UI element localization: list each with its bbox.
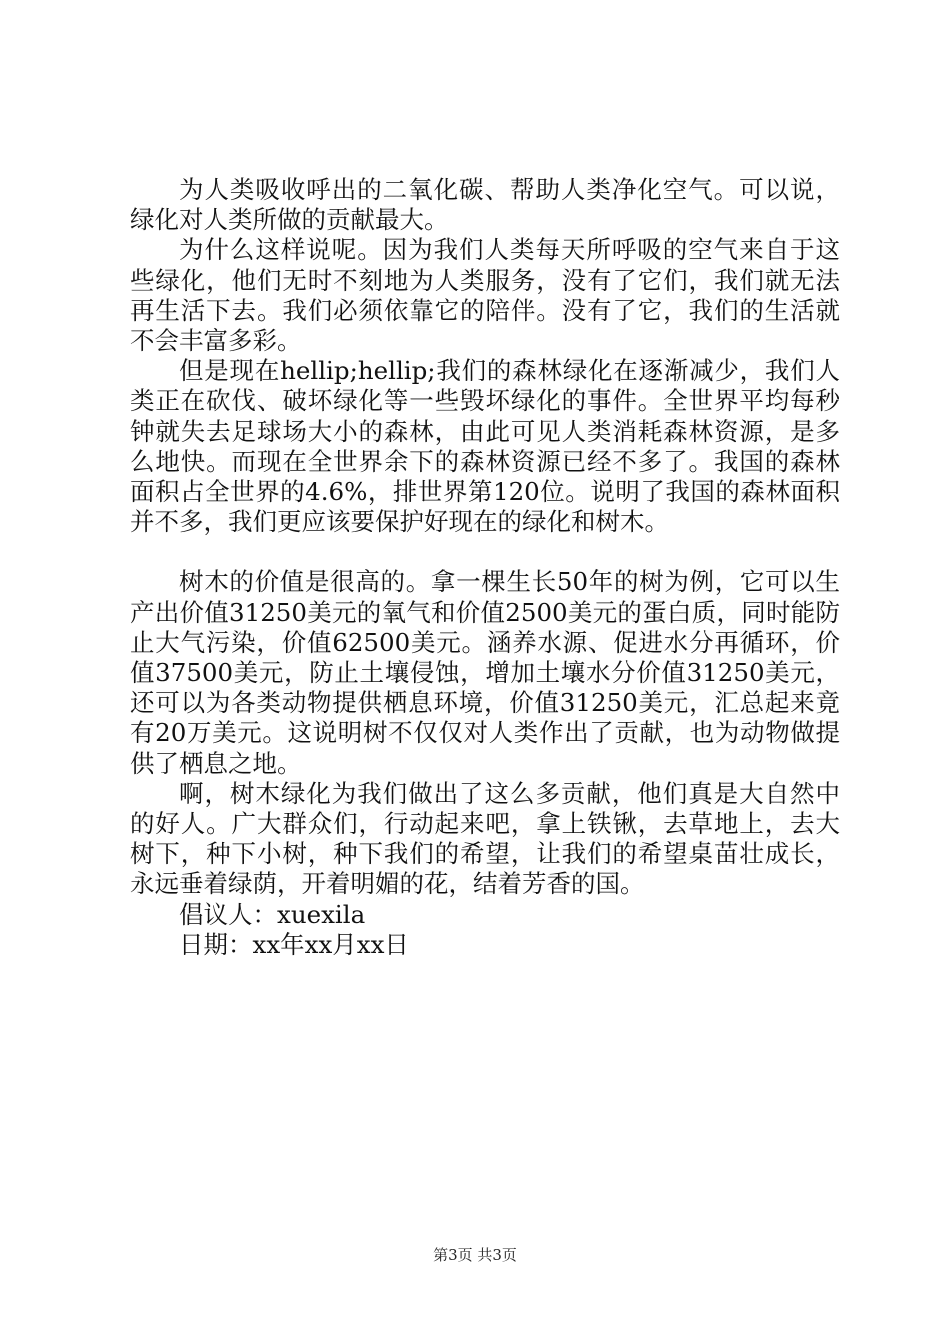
document-body (130, 175, 840, 960)
paragraph-3: 但是现在hellip;hellip;我们的森林绿化在逐渐减少，我们人类正在砍伐、破坏绿化等一些毁坏绿化的事件。全世界平均每秒钟就失去足球场大小的森林，由此可见人类消耗森林资源，是多么地快。而现在全世界余下的森林资源已经不多了。我国的森林面积占全世界的4.6%，排世界第120位。说明了我国的森林面积并不多，我们更应该要保护好现在的绿化和树木。 (130, 356, 840, 537)
paragraph-1: 为人类吸收呼出的二氧化碳、帮助人类净化空气。可以说，绿化对人类所做的贡献最大。 (130, 175, 840, 235)
page-number-footer: 第3页 共3页 (433, 1246, 517, 1264)
initiator-line: 倡议人：xuexila (179, 899, 366, 929)
paragraph-2: 为什么这样说呢。因为我们人类每天所呼吸的空气来自于这些绿化，他们无时不刻地为人类服务，没有了它们，我们就无法再生活下去。我们必须依靠它的陪伴。没有了它，我们的生活就不会丰富多彩。 (130, 235, 840, 356)
paragraph-4: 树木的价值是很高的。拿一棵生长50年的树为例，它可以生产出价值31250美元的氧气和价值2500美元的蛋白质，同时能防止大气污染，价值62500美元。涵养水源、促进水分再循环，价值37500美元，防止土壤侵蚀，增加土壤水分价值31250美元，还可以为各类动物提供栖息环境，价值31250美元，汇总起来竟有20万美元。这说明树不仅仅对人类作出了贡献，也为动物做提供了栖息之地。 (130, 567, 840, 778)
date-line: 日期：xx年xx月xx日 (179, 929, 409, 959)
paragraph-5: 啊，树木绿化为我们做出了这么多贡献，他们真是大自然中的好人。广大群众们，行动起来吧，拿上铁锹，去草地上，去大树下，种下小树，种下我们的希望，让我们的希望桌苗壮成长，永远垂着绿荫，开着明媚的花，结着芳香的国。 (130, 778, 840, 899)
